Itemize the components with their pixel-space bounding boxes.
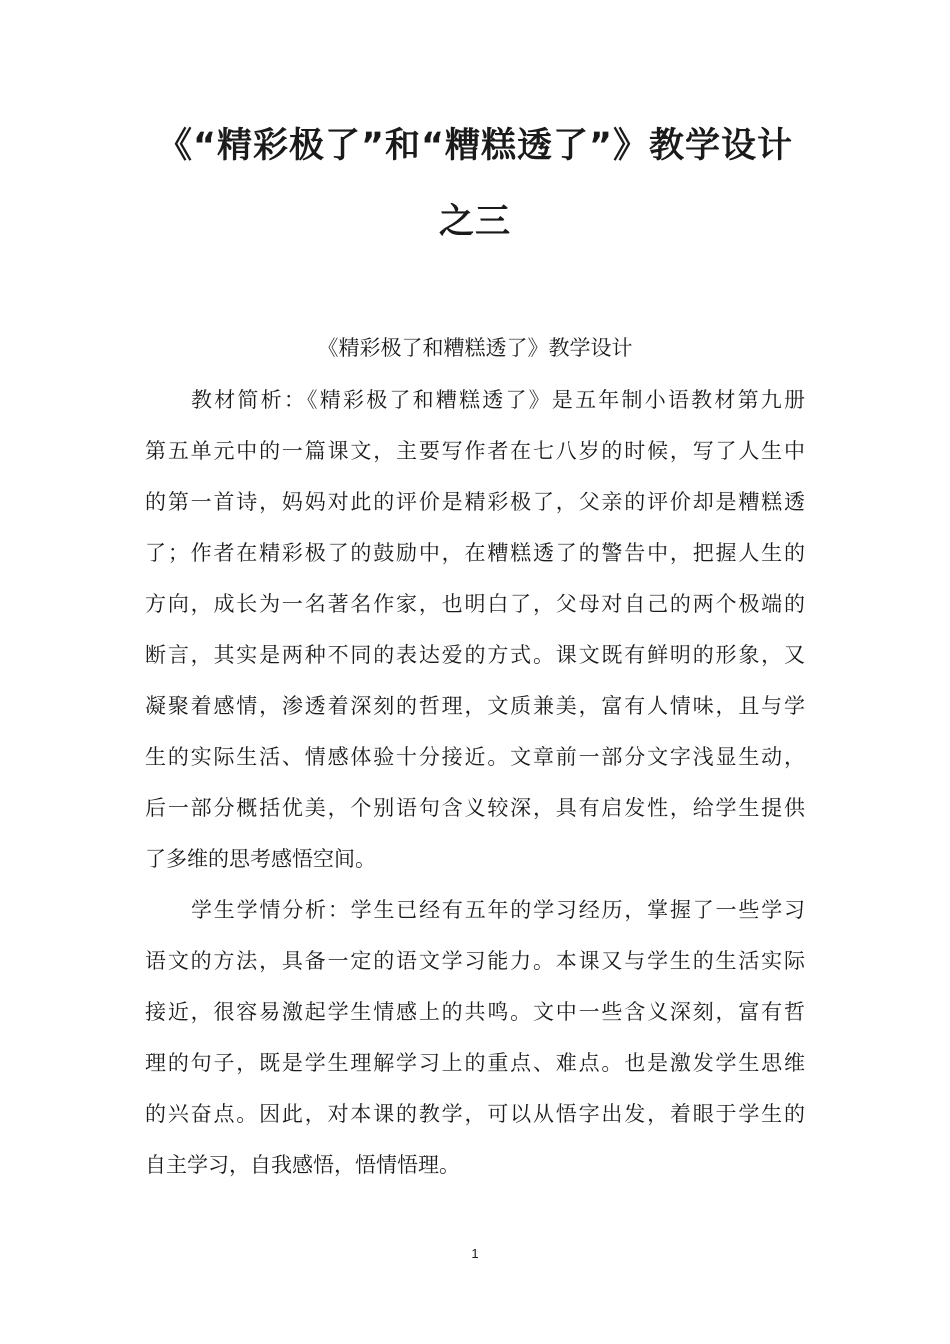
paragraph-line: 教材简析：《精彩极了和糟糕透了》是五年制小语教材第九册 xyxy=(191,388,805,412)
paragraph-line: 的兴奋点。因此，对本课的教学，可以从悟字出发，着眼于学生的 xyxy=(145,1102,805,1126)
page-number: 1 xyxy=(471,1246,479,1261)
paragraph-line: 凝聚着感情，渗透着深刻的哲理，文质兼美，富有人情味，且与学 xyxy=(145,694,805,718)
paragraph-line: 的第一首诗，妈妈对此的评价是精彩极了，父亲的评价却是糟糕透 xyxy=(145,490,805,514)
paragraph-line: 方向，成长为一名著名作家，也明白了，父母对自己的两个极端的 xyxy=(145,592,805,616)
paragraph-line: 学生学情分析：学生已经有五年的学习经历，掌握了一些学习 xyxy=(191,898,805,922)
paragraph-line: 语文的方法，具备一定的语文学习能力。本课又与学生的生活实际 xyxy=(145,949,805,973)
document-subtitle: 《精彩极了和糟糕透了》教学设计 xyxy=(317,336,633,360)
paragraph-line: 第五单元中的一篇课文，主要写作者在七八岁的时候，写了人生中 xyxy=(145,439,805,463)
document-title: 《“精彩极了”和“糟糕透了”》教学设计 xyxy=(156,126,793,166)
paragraph-line: 了；作者在精彩极了的鼓励中，在糟糕透了的警告中，把握人生的 xyxy=(145,541,805,565)
paragraph-line: 生的实际生活、情感体验十分接近。文章前一部分文字浅显生动， xyxy=(145,745,805,769)
document-title-continued: 之三 xyxy=(438,202,511,242)
paragraph-line: 自主学习，自我感悟，悟情悟理。 xyxy=(145,1153,460,1177)
paragraph-line: 接近，很容易激起学生情感上的共鸣。文中一些含义深刻，富有哲 xyxy=(145,1000,805,1024)
paragraph-line: 后一部分概括优美，个别语句含义较深，具有启发性，给学生提供 xyxy=(145,796,805,820)
paragraph-line: 理的句子，既是学生理解学习上的重点、难点。也是激发学生思维 xyxy=(145,1051,805,1075)
paragraph-line: 了多维的思考感悟空间。 xyxy=(145,847,376,871)
paragraph-line: 断言，其实是两种不同的表达爱的方式。课文既有鲜明的形象，又 xyxy=(145,643,805,667)
